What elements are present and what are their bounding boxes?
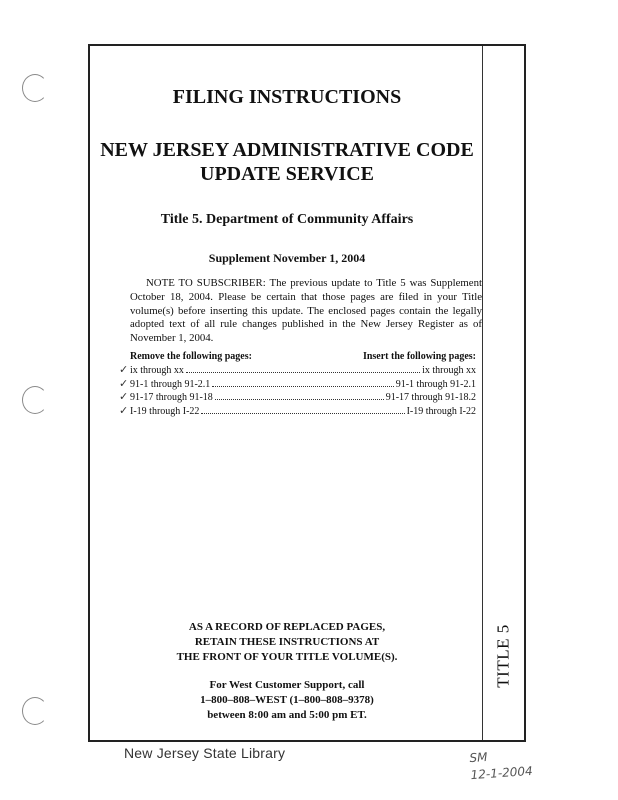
record-notice xyxy=(90,620,484,665)
page-instructions-table xyxy=(119,351,476,418)
support-hours: between 8:00 am and 5:00 pm ET. xyxy=(207,709,367,721)
insert-pages: I-19 through I-22 xyxy=(406,405,476,417)
check-mark-icon: ✓ xyxy=(119,377,129,390)
code-title xyxy=(90,138,484,186)
remove-pages: 91-17 through 91-18 xyxy=(130,392,213,403)
code-title-line1: NEW JERSEY ADMINISTRATIVE CODE xyxy=(100,139,474,161)
document-content xyxy=(90,46,484,740)
page-title: FILING INSTRUCTIONS xyxy=(172,86,402,108)
table-row xyxy=(119,404,476,419)
title-subtitle: Title 5. Department of Community Affairs xyxy=(160,212,414,227)
record-notice-line1: AS A RECORD OF REPLACED PAGES, xyxy=(188,621,386,633)
handwritten-date: 12-1-2004 xyxy=(470,763,534,783)
insert-pages: ix through xx xyxy=(422,365,476,376)
remove-pages: I-19 through I-22 xyxy=(130,405,200,417)
support-line1: For West Customer Support, call xyxy=(209,679,365,691)
dot-leader xyxy=(186,364,420,373)
remove-pages: ix through xx xyxy=(130,365,184,376)
customer-support xyxy=(90,678,484,723)
insert-pages: 91-17 through 91-18.2 xyxy=(385,392,476,403)
table-row xyxy=(119,364,476,378)
punch-hole-middle xyxy=(22,386,48,414)
check-mark-icon: ✓ xyxy=(119,364,129,376)
title-tab xyxy=(482,46,524,740)
subscriber-note-text: NOTE TO SUBSCRIBER: The previous update to Title 5 was Supplement October 18, 2004. Please be certain that those pages are filed in your Title volume(s) before inserting this update. The enclosed pages contain the legally adopted text of all rule changes published in the New Jersey Register as of November 1, 2004. xyxy=(130,277,482,345)
punch-hole-top xyxy=(22,74,48,102)
support-phone: 1–800–808–WEST (1–800–808–9378) xyxy=(200,694,374,706)
handwritten-note xyxy=(469,746,533,784)
supplement-date: Supplement November 1, 2004 xyxy=(208,251,366,265)
handwritten-initials: SM xyxy=(468,749,488,766)
title-tab-text: TITLE 5 xyxy=(494,624,514,688)
library-stamp: New Jersey State Library xyxy=(124,745,286,761)
record-notice-line2: RETAIN THESE INSTRUCTIONS AT xyxy=(194,636,380,648)
record-notice-line3: THE FRONT OF YOUR TITLE VOLUME(S). xyxy=(176,651,398,663)
insert-pages: 91-1 through 91-2.1 xyxy=(395,378,476,390)
subscriber-note xyxy=(130,277,482,346)
code-title-line2: UPDATE SERVICE xyxy=(200,163,374,185)
check-mark-icon: ✓ xyxy=(119,404,129,417)
dot-leader xyxy=(201,405,404,414)
punch-hole-bottom xyxy=(22,697,48,725)
dot-leader xyxy=(215,391,384,400)
check-mark-icon: ✓ xyxy=(119,391,129,403)
dot-leader xyxy=(212,378,393,387)
title-tab-label xyxy=(489,601,519,711)
remove-heading: Remove the following pages: xyxy=(130,351,252,362)
document-frame xyxy=(88,44,526,742)
remove-pages: 91-1 through 91-2.1 xyxy=(130,378,211,390)
table-header xyxy=(130,351,476,362)
table-row xyxy=(119,391,476,405)
table-row xyxy=(119,377,476,392)
insert-heading: Insert the following pages: xyxy=(362,351,476,362)
